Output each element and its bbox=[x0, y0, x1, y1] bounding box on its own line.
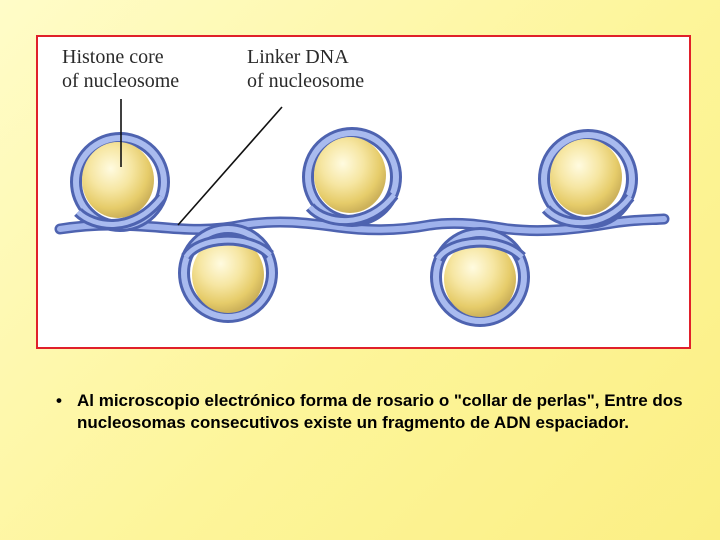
nucleosome-1 bbox=[76, 138, 164, 226]
nucleosome-2 bbox=[184, 229, 272, 317]
histone-core-3 bbox=[314, 137, 386, 213]
caption-text: Al microscopio electrónico forma de rosario o "collar de perlas", Entre dos nucleosomas consecutivos existe un fragmento de ADN espaciador. bbox=[77, 391, 683, 432]
figure-frame bbox=[36, 35, 691, 349]
nucleosome-4 bbox=[436, 233, 524, 321]
histone-label-line-1: Histone core bbox=[62, 46, 164, 68]
linker-label-line-2: of nucleosome bbox=[247, 70, 365, 92]
linker-dna-label bbox=[247, 45, 364, 93]
histone-core-label bbox=[62, 45, 179, 93]
nucleosome-3 bbox=[308, 133, 396, 221]
histone-label-line-2: of nucleosome bbox=[62, 70, 180, 92]
linker-pointer-line bbox=[178, 107, 282, 225]
caption-bullet-item bbox=[56, 390, 696, 434]
histone-core-5 bbox=[550, 139, 622, 215]
nucleosome-5 bbox=[544, 135, 632, 223]
linker-label-line-1: Linker DNA bbox=[247, 46, 349, 68]
histone-core-1 bbox=[82, 142, 154, 218]
bullet-icon: • bbox=[56, 391, 62, 410]
